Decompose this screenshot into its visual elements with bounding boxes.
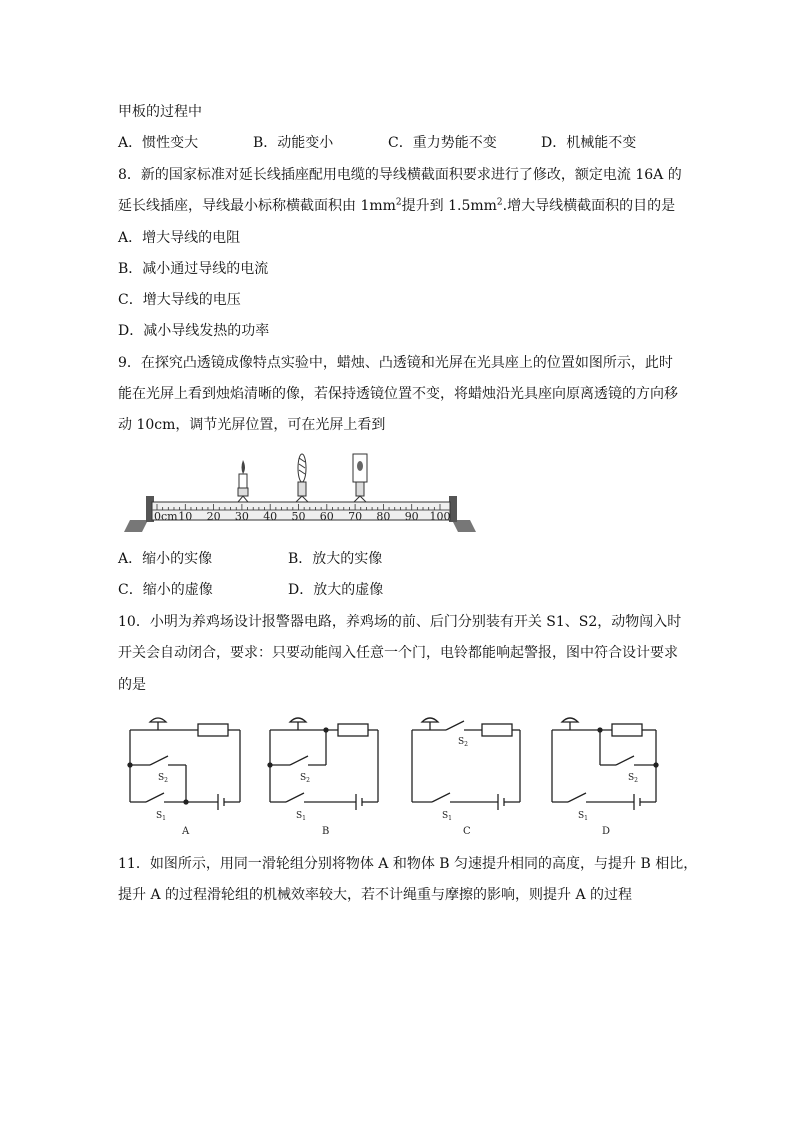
bench-scale-label: 20 <box>206 510 221 523</box>
bench-scale-label: 90 <box>404 510 419 523</box>
bench-scale-label: 80 <box>376 510 391 523</box>
q8-superscript-1: 2 <box>395 197 402 208</box>
alarm-circuit-figure <box>120 710 700 840</box>
q7-option-c: C．重力势能不变 <box>388 135 497 151</box>
q9-stem-line3: 动 10cm，调节光屏位置，可在光屏上看到 <box>118 417 386 433</box>
q8-stem-line1: 8．新的国家标准对延长线插座配用电缆的导线横截面积要求进行了修改，额定电流 16A 的 <box>118 167 682 183</box>
q9-option-b: B．放大的实像 <box>288 551 383 567</box>
q8-option-d: D．减小导线发热的功率 <box>118 323 270 339</box>
bench-left-foot <box>124 520 148 532</box>
q9-option-c: C．缩小的虚像 <box>118 582 213 598</box>
q7-option-d: D．机械能不变 <box>541 135 637 151</box>
q9-option-d: D．放大的虚像 <box>288 582 384 598</box>
q8-stem-line2-part3: .增大导线横截面积的目的是 <box>502 198 676 214</box>
circuit-c-label: C <box>463 826 471 837</box>
optical-bench-figure <box>120 448 480 536</box>
q10-stem-line2: 开关会自动闭合，要求：只要动能闯入任意一个门，电铃都能响起警报，图中符合设计要求 <box>118 645 678 661</box>
q8-stem-line2 <box>118 196 675 216</box>
bench-scale-label: 10 <box>178 510 193 523</box>
q8-option-b: B．减小通过导线的电流 <box>118 261 269 277</box>
bench-scale-label: 40 <box>263 510 278 523</box>
bench-scale-label: 50 <box>291 510 306 523</box>
q8-option-c: C．增大导线的电压 <box>118 292 241 308</box>
circuit-a <box>128 718 240 810</box>
q8-stem-line2-part1: 延长线插座，导线最小标称横截面积由 1mm <box>118 198 396 214</box>
circuit-d-label: D <box>602 826 611 837</box>
q7-option-b: B．动能变小 <box>253 135 334 151</box>
q8-stem-line2-part2: 提升到 1.5mm <box>401 198 497 214</box>
q8-superscript-2: 2 <box>496 197 503 208</box>
convex-lens <box>296 454 308 502</box>
q11-stem-line1: 11．如图所示，用同一滑轮组分别将物体 A 和物体 B 匀速提升相同的高度，与提升 B 相比， <box>118 856 698 872</box>
bench-scale-label: 0cm <box>154 510 178 523</box>
q9-option-a: A．缩小的实像 <box>118 551 213 567</box>
q8-option-a: A．增大导线的电阻 <box>118 230 241 246</box>
circuit-d <box>552 718 658 810</box>
q10-stem-line3: 的是 <box>118 677 146 693</box>
q11-stem-line2: 提升 A 的过程滑轮组的机械效率较大，若不计绳重与摩擦的影响，则提升 A 的过程 <box>118 887 633 903</box>
circuit-a-s1-label: $S_1$ <box>156 811 166 822</box>
circuit-b-label: B <box>322 826 330 837</box>
circuit-d-s2-label: $S_2$ <box>628 773 638 784</box>
candle <box>238 460 248 502</box>
bench-scale-label: 60 <box>319 510 334 523</box>
bench-scale-label: 70 <box>348 510 363 523</box>
q7-text-tail: 甲板的过程中 <box>118 104 202 120</box>
circuit-d-s1-label: $S_1$ <box>578 811 588 822</box>
q7-option-a: A．惯性变大 <box>118 135 199 151</box>
q9-stem-line2: 能在光屏上看到烛焰清晰的像，若保持透镜位置不变，将蜡烛沿光具座向原离透镜的方向移 <box>118 386 678 402</box>
circuit-c-s2-label: $S_2$ <box>458 737 468 748</box>
circuit-c <box>412 718 520 810</box>
q10-stem-line1: 10．小明为养鸡场设计报警器电路，养鸡场的前、后门分别装有开关 S1、S2，动物闯入时 <box>118 614 682 630</box>
bench-scale-label: 30 <box>234 510 249 523</box>
q9-stem-line1: 9．在探究凸透镜成像特点实验中，蜡烛、凸透镜和光屏在光具座上的位置如图所示，此时 <box>118 355 673 371</box>
circuit-a-label: A <box>182 826 190 837</box>
circuit-c-s1-label: $S_1$ <box>442 811 452 822</box>
circuit-b-s1-label: $S_1$ <box>296 811 306 822</box>
circuit-a-s2-label: $S_2$ <box>158 773 168 784</box>
circuit-b-s2-label: $S_2$ <box>300 773 310 784</box>
circuit-b <box>268 718 378 810</box>
bench-scale-label: 100 <box>429 510 451 523</box>
light-screen <box>353 454 367 502</box>
